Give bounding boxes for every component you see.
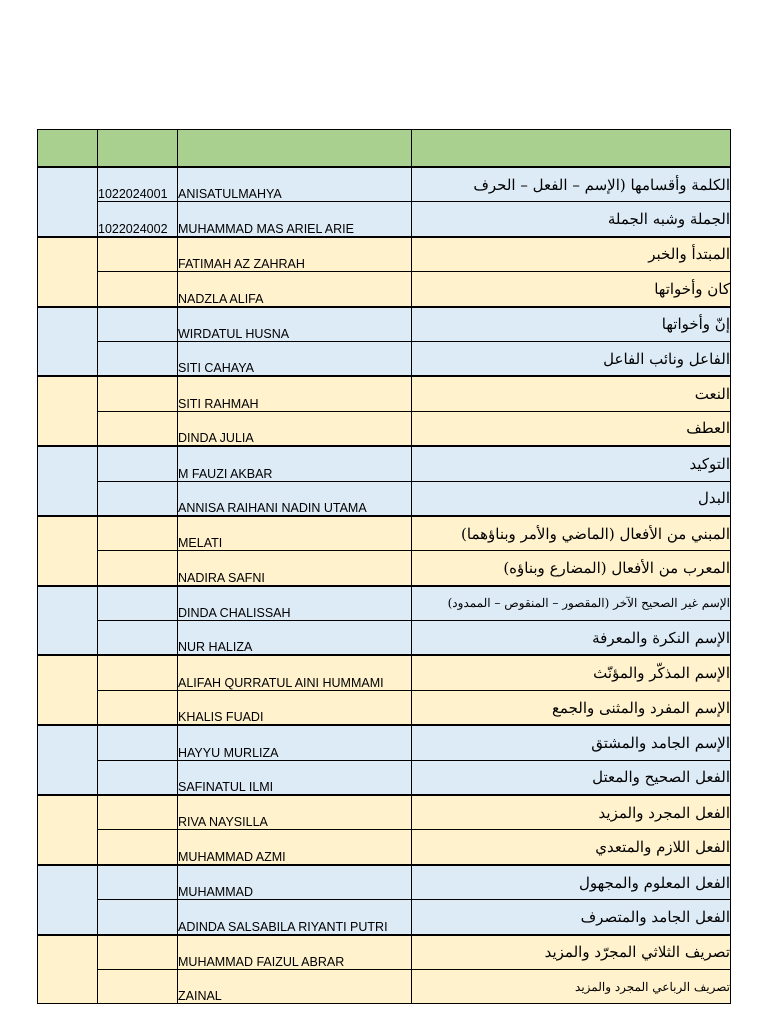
student-name-cell[interactable]: M FAUZI AKBAR: [178, 446, 412, 481]
assignment-table: [37, 129, 731, 1004]
header-cell-topic[interactable]: [412, 130, 731, 168]
nim-cell[interactable]: [98, 621, 178, 656]
header-row: [38, 130, 731, 168]
nim-cell[interactable]: [98, 341, 178, 376]
student-name-cell[interactable]: ZAINAL: [178, 969, 412, 1003]
topic-cell[interactable]: الكلمة وأقسامها (الإسم – الفعل – الحرف: [412, 167, 731, 202]
topic-cell[interactable]: المبني من الأفعال (الماضي والأمر وبناؤهما): [412, 516, 731, 551]
topic-cell[interactable]: الإسم النكرة والمعرفة: [412, 621, 731, 656]
topic-cell[interactable]: البدل: [412, 481, 731, 516]
student-name-cell[interactable]: HAYYU MURLIZA: [178, 725, 412, 760]
topic-cell[interactable]: الفعل الجامد والمتصرف: [412, 900, 731, 935]
student-name-cell[interactable]: MUHAMMAD AZMI: [178, 830, 412, 865]
topic-cell[interactable]: إنّ وأخواتها: [412, 307, 731, 342]
student-name-cell[interactable]: FATIMAH AZ ZAHRAH: [178, 237, 412, 272]
nim-cell[interactable]: [98, 900, 178, 935]
nim-cell[interactable]: [98, 516, 178, 551]
nim-cell[interactable]: [98, 551, 178, 586]
group-cell[interactable]: [38, 446, 98, 516]
topic-cell[interactable]: التوكيد: [412, 446, 731, 481]
table-row: [38, 586, 731, 621]
table-row: [38, 690, 731, 725]
table-row: [38, 830, 731, 865]
nim-cell[interactable]: [98, 865, 178, 900]
table-row: [38, 865, 731, 900]
table-row: [38, 935, 731, 970]
table-row: [38, 760, 731, 795]
topic-cell[interactable]: النعت: [412, 376, 731, 411]
nim-cell[interactable]: [98, 272, 178, 307]
nim-cell[interactable]: [98, 935, 178, 970]
header-cell-group[interactable]: [38, 130, 98, 168]
topic-cell[interactable]: المبتدأ والخبر: [412, 237, 731, 272]
nim-cell[interactable]: [98, 376, 178, 411]
table-row: [38, 446, 731, 481]
topic-cell[interactable]: الإسم الجامد والمشتق: [412, 725, 731, 760]
student-name-cell[interactable]: ANISATULMAHYA: [178, 167, 412, 202]
nim-cell[interactable]: [98, 655, 178, 690]
nim-cell[interactable]: [98, 307, 178, 342]
table-row: [38, 341, 731, 376]
topic-cell[interactable]: الفعل الصحيح والمعتل: [412, 760, 731, 795]
student-name-cell[interactable]: ANNISA RAIHANI NADIN UTAMA: [178, 481, 412, 516]
group-cell[interactable]: [38, 935, 98, 1004]
table-row: [38, 969, 731, 1003]
group-cell[interactable]: [38, 516, 98, 586]
table-row: [38, 307, 731, 342]
table-row: [38, 655, 731, 690]
student-name-cell[interactable]: NADZLA ALIFA: [178, 272, 412, 307]
group-cell[interactable]: [38, 376, 98, 446]
nim-cell[interactable]: [98, 795, 178, 830]
student-name-cell[interactable]: MUHAMMAD: [178, 865, 412, 900]
topic-cell[interactable]: كان وأخواتها: [412, 272, 731, 307]
student-name-cell[interactable]: SITI CAHAYA: [178, 341, 412, 376]
student-name-cell[interactable]: MUHAMMAD MAS ARIEL ARIE: [178, 202, 412, 237]
student-name-cell[interactable]: RIVA NAYSILLA: [178, 795, 412, 830]
group-cell[interactable]: [38, 167, 98, 237]
topic-cell[interactable]: العطف: [412, 411, 731, 446]
table-row: [38, 202, 731, 237]
nim-cell[interactable]: [98, 760, 178, 795]
topic-cell[interactable]: الفعل اللازم والمتعدي: [412, 830, 731, 865]
group-cell[interactable]: [38, 586, 98, 656]
topic-cell[interactable]: الفعل المعلوم والمجهول: [412, 865, 731, 900]
topic-cell[interactable]: الفاعل ونائب الفاعل: [412, 341, 731, 376]
nim-cell[interactable]: [98, 830, 178, 865]
student-name-cell[interactable]: NADIRA SAFNI: [178, 551, 412, 586]
header-cell-name[interactable]: [178, 130, 412, 168]
student-name-cell[interactable]: MELATI: [178, 516, 412, 551]
topic-cell[interactable]: الإسم غير الصحيح الآخر (المقصور – المنقوص – الممدود): [412, 586, 731, 621]
topic-cell[interactable]: المعرب من الأفعال (المضارع وبناؤه): [412, 551, 731, 586]
table-row: [38, 481, 731, 516]
topic-cell[interactable]: الإسم المفرد والمثنى والجمع: [412, 690, 731, 725]
student-name-cell[interactable]: KHALIS FUADI: [178, 690, 412, 725]
table-row: [38, 725, 731, 760]
topic-cell[interactable]: الإسم المذكّر والمؤنّث: [412, 655, 731, 690]
group-cell[interactable]: [38, 237, 98, 307]
nim-cell[interactable]: [98, 481, 178, 516]
student-name-cell[interactable]: MUHAMMAD FAIZUL ABRAR: [178, 935, 412, 970]
table-row: [38, 237, 731, 272]
table-row: [38, 900, 731, 935]
nim-cell[interactable]: 1022024001: [98, 167, 178, 202]
topic-cell[interactable]: تصريف الثلاثي المجرّد والمزيد: [412, 935, 731, 970]
student-name-cell[interactable]: ALIFAH QURRATUL AINI HUMMAMI: [178, 655, 412, 690]
table-row: [38, 167, 731, 202]
table-row: [38, 516, 731, 551]
table-row: [38, 621, 731, 656]
table-row: [38, 551, 731, 586]
table-row: [38, 376, 731, 411]
header-cell-nim[interactable]: [98, 130, 178, 168]
group-cell[interactable]: [38, 655, 98, 725]
student-name-cell[interactable]: ADINDA SALSABILA RIYANTI PUTRI: [178, 900, 412, 935]
nim-cell[interactable]: [98, 690, 178, 725]
student-name-cell[interactable]: DINDA CHALISSAH: [178, 586, 412, 621]
nim-cell[interactable]: [98, 969, 178, 1003]
student-name-cell[interactable]: NUR HALIZA: [178, 621, 412, 656]
topic-cell[interactable]: الفعل المجرد والمزيد: [412, 795, 731, 830]
nim-cell[interactable]: [98, 586, 178, 621]
table-row: [38, 795, 731, 830]
student-name-cell[interactable]: DINDA JULIA: [178, 411, 412, 446]
group-cell[interactable]: [38, 725, 98, 795]
student-name-cell[interactable]: WIRDATUL HUSNA: [178, 307, 412, 342]
student-name-cell[interactable]: SITI RAHMAH: [178, 376, 412, 411]
student-name-cell[interactable]: SAFINATUL ILMI: [178, 760, 412, 795]
topic-cell[interactable]: الجملة وشبه الجملة: [412, 202, 731, 237]
nim-cell[interactable]: [98, 725, 178, 760]
table-row: [38, 411, 731, 446]
group-cell[interactable]: [38, 865, 98, 935]
group-cell[interactable]: [38, 795, 98, 865]
nim-cell[interactable]: 1022024002: [98, 202, 178, 237]
nim-cell[interactable]: [98, 411, 178, 446]
topic-cell[interactable]: تصريف الرباعي المجرد والمزيد: [412, 969, 731, 1003]
group-cell[interactable]: [38, 307, 98, 377]
table-row: [38, 272, 731, 307]
nim-cell[interactable]: [98, 446, 178, 481]
nim-cell[interactable]: [98, 237, 178, 272]
